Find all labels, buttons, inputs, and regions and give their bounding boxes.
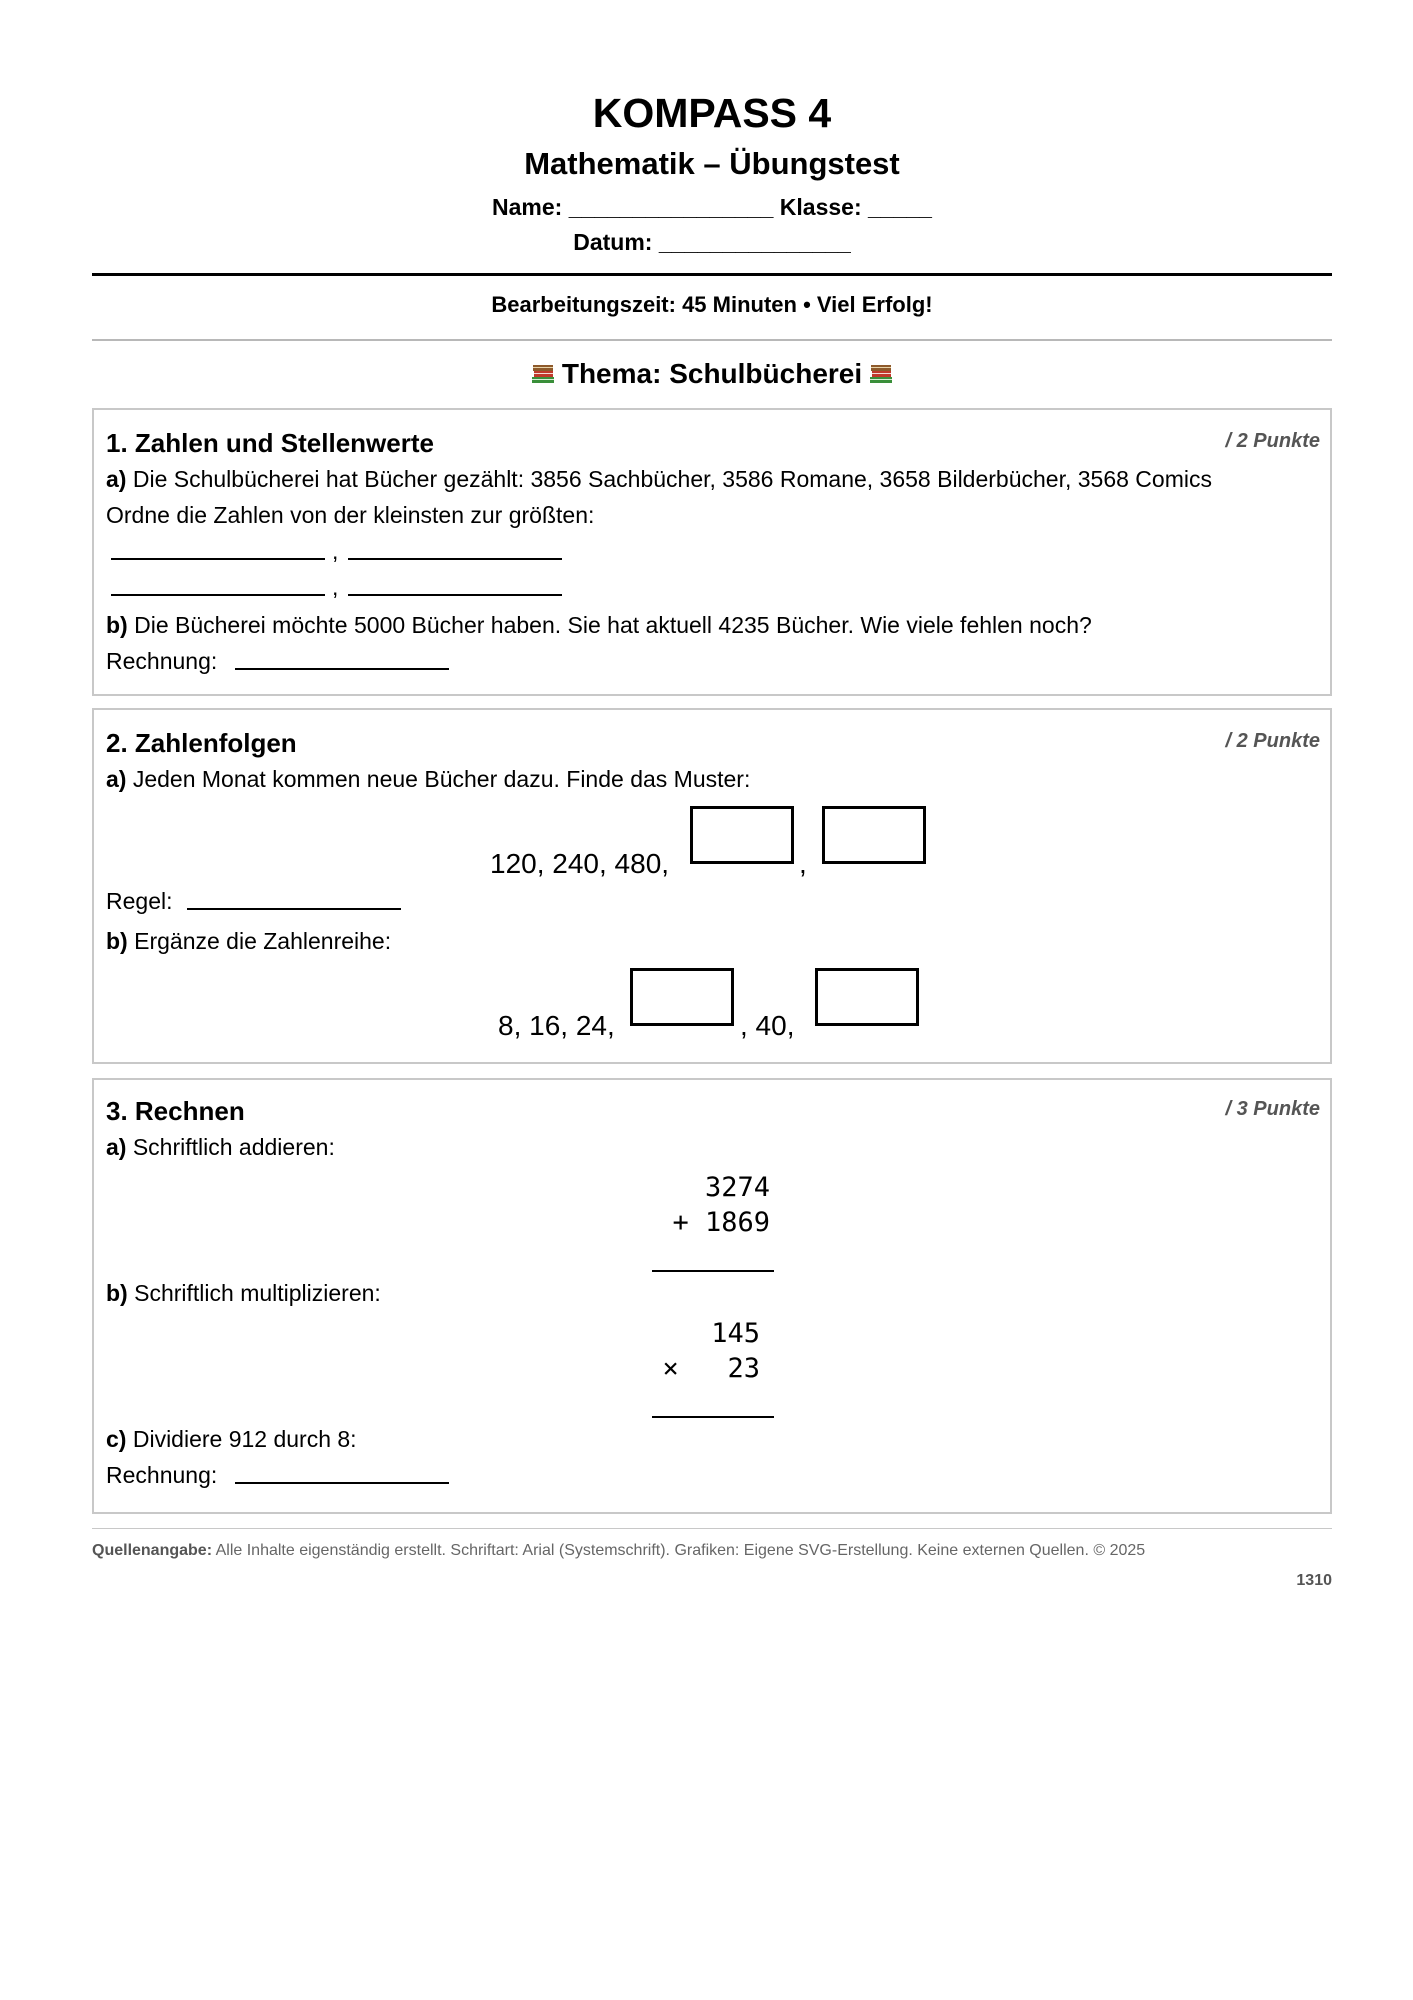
task-points: / 2 Punkte <box>1225 730 1320 752</box>
task-title: 3. Rechnen <box>106 1096 245 1126</box>
task-1a-text: a) Die Schulbücherei hat Bücher gezählt: 3856 Sachbücher, 3586 Romane, 3658 Bilderbücher, 3568 Comics <box>106 466 1212 492</box>
worksheet-title: KOMPASS 4 <box>592 90 832 136</box>
comma: , <box>799 848 807 879</box>
answer-blank[interactable] <box>235 668 449 670</box>
answer-box[interactable] <box>630 968 734 1026</box>
task-1a-instruction: Ordne die Zahlen von der kleinsten zur größten: <box>106 502 595 528</box>
footer-divider <box>92 1528 1332 1529</box>
answer-box[interactable] <box>822 806 926 864</box>
task-title: 2. Zahlenfolgen <box>106 728 297 758</box>
task-3a-text: a) Schriftlich addieren: <box>106 1134 335 1160</box>
task-3c-text: c) Dividiere 912 durch 8: <box>106 1426 357 1452</box>
task-2a-text: a) Jeden Monat kommen neue Bücher dazu. Finde das Muster: <box>106 766 751 792</box>
answer-blank[interactable] <box>187 908 401 910</box>
calculation-label: Rechnung: <box>106 648 218 674</box>
answer-blank[interactable] <box>235 1482 449 1484</box>
time-info: Bearbeitungszeit: 45 Minuten • Viel Erfolg! <box>491 292 933 317</box>
source-note: Quellenangabe: Alle Inhalte eigenständig erstellt. Schriftart: Arial (Systemschrift). Grafiken: Eigene SVG-Erstellung. Keine externen Quellen. © 2025 <box>92 1542 1146 1559</box>
sequence-b-mid: , 40, <box>740 1010 795 1041</box>
result-line[interactable] <box>652 1270 774 1272</box>
page-number: 1310 <box>1296 1572 1332 1589</box>
time-divider <box>92 339 1332 341</box>
worksheet-subtitle: Mathematik – Übungstest <box>524 146 900 181</box>
name-class-line: Name: ________________ Klasse: _____ <box>492 194 932 220</box>
theme-label: Thema: Schulbücherei <box>561 358 863 389</box>
multiplication-bottom: × 23 <box>662 1353 760 1384</box>
header-divider <box>92 273 1332 276</box>
multiplication-top: 145 <box>711 1318 760 1349</box>
task-1-box <box>92 408 1332 696</box>
theme-heading <box>92 358 1332 390</box>
comma: , <box>332 538 339 564</box>
addition-top: 3274 <box>704 1172 770 1203</box>
books-icon <box>530 361 556 385</box>
answer-blank[interactable] <box>111 594 325 596</box>
answer-blank[interactable] <box>348 558 562 560</box>
sequence-b-start: 8, 16, 24, <box>498 1010 615 1041</box>
answer-box[interactable] <box>815 968 919 1026</box>
answer-blank[interactable] <box>111 558 325 560</box>
task-points: / 2 Punkte <box>1225 430 1320 452</box>
task-2b-text: b) Ergänze die Zahlenreihe: <box>106 928 392 954</box>
task-title: 1. Zahlen und Stellenwerte <box>106 428 434 458</box>
task-2-box <box>92 708 1332 1064</box>
comma: , <box>332 574 339 600</box>
task-1b-text: b) Die Bücherei möchte 5000 Bücher haben. Sie hat aktuell 4235 Bücher. Wie viele fehlen noch? <box>106 612 1092 638</box>
calculation-label: Rechnung: <box>106 1462 218 1488</box>
answer-box[interactable] <box>690 806 794 864</box>
answer-blank[interactable] <box>348 594 562 596</box>
task-3-box <box>92 1078 1332 1514</box>
books-icon <box>868 361 894 385</box>
task-points: / 3 Punkte <box>1225 1098 1320 1120</box>
addition-bottom: + 1869 <box>672 1207 770 1238</box>
result-line[interactable] <box>652 1416 774 1418</box>
task-3b-text: b) Schriftlich multiplizieren: <box>106 1280 381 1306</box>
sequence-a: 120, 240, 480, <box>490 848 670 879</box>
rule-label: Regel: <box>106 888 173 914</box>
date-line: Datum: _______________ <box>573 229 851 255</box>
